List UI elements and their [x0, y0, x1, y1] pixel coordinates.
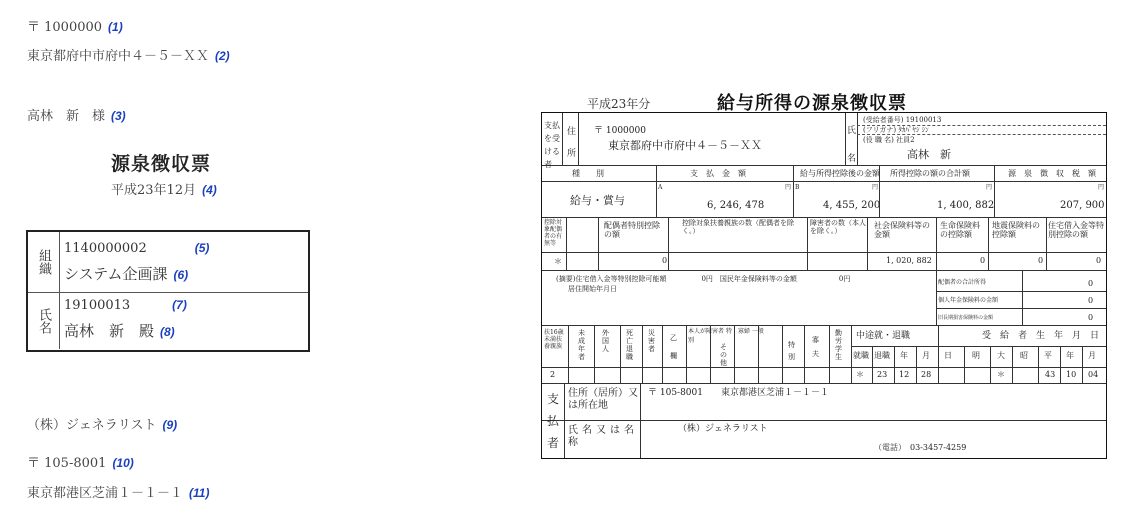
emp-name-line — [64, 320, 175, 341]
name-row — [28, 292, 308, 349]
birth-col-2: 大 — [997, 351, 1005, 360]
hdr-minor: 未成年者 — [578, 329, 585, 361]
name-label: 氏名 — [28, 293, 60, 349]
employee-info-box — [26, 230, 310, 352]
org-label: 組織 — [28, 232, 60, 292]
recipient-line — [27, 105, 126, 124]
hdr-death-retire: 死亡退職 — [626, 329, 633, 361]
retire-month: 12 — [899, 370, 910, 379]
marker-1: (1) — [108, 20, 123, 34]
retire-day: 28 — [921, 370, 932, 379]
payee-label: 支払を受ける者 — [544, 121, 560, 169]
birth-col-6: 月 — [1088, 351, 1096, 360]
org-code-line — [64, 241, 209, 256]
hdr-dependents: 控除対象扶養親族の数（配偶者を除く。） — [682, 219, 794, 235]
org-row — [28, 232, 308, 292]
withholding-slip — [541, 112, 1107, 459]
hdr-after-deduction: 給与所得控除後の金額 — [800, 169, 880, 178]
summary-line1: (摘要)住宅借入金等特別控除可能額 0円 国民年金保険料等の金額 0円 — [556, 275, 851, 283]
social-ins-value: 1, 020, 882 — [886, 256, 932, 265]
marker-7: (7) — [172, 298, 187, 312]
company-address-line — [27, 482, 209, 501]
marker-5: (5) — [194, 241, 210, 255]
emp-no-line — [64, 298, 187, 313]
company-postal: 〒 105-8001 — [27, 456, 107, 471]
u16-value: 2 — [550, 370, 556, 379]
org-name: システム企画課 — [64, 265, 168, 283]
payer-label: 支払者 — [547, 392, 560, 450]
marker-2: (2) — [215, 49, 230, 63]
hdr-spouse-flag: 控除対象配偶者の有無等 — [544, 219, 563, 247]
hdr-special: 特別 — [788, 341, 795, 361]
housing-value: 0 — [1096, 256, 1102, 265]
hdr-spouse-special: 配偶者特別控除の額 — [604, 221, 660, 239]
midterm-col-1: 就職 — [853, 351, 869, 360]
marker-11: (11) — [189, 486, 210, 500]
payer-addr-label: 住所（居所）又は所在地 — [568, 388, 638, 411]
addr-label: 住所 — [567, 127, 577, 159]
hdr-widow: 寡婦 一般 — [738, 328, 764, 335]
postal-line — [27, 16, 123, 35]
spouse-mark: ＊ — [554, 257, 562, 266]
payer-name-label: 氏名又は名称 — [568, 425, 638, 448]
side-value-3: 0 — [1088, 313, 1094, 322]
summary-line2: 居住開始年月日 — [568, 285, 617, 293]
payer-name: （株）ジェネラリスト — [678, 424, 768, 434]
side-value-2: 0 — [1088, 296, 1094, 305]
hdr-other: その他 — [720, 343, 727, 367]
unit-withheld: 円 — [1098, 184, 1105, 191]
recipient: 高林 新 様 — [27, 109, 106, 124]
marker-3: (3) — [111, 109, 126, 123]
retire-mark: ＊ — [856, 370, 864, 379]
slip-year: 平成23年分 — [587, 97, 651, 111]
hdr-foreign: 外国人 — [602, 329, 609, 353]
hdr-life-ins: 生命保険料の控除額 — [940, 221, 980, 239]
cell-a-marker: A — [658, 184, 663, 191]
unit-pay: 円 — [785, 184, 792, 191]
slip-address: 東京都府中市府中４－５－ＸＸ — [608, 139, 762, 152]
doc-title: 源泉徴収票 — [111, 153, 212, 175]
postal-code: 〒 1000000 — [27, 20, 103, 35]
doc-date-line — [111, 179, 217, 198]
after-deduction: 4, 455, 200 — [823, 200, 881, 211]
org-code: 1140000002 — [64, 241, 147, 256]
hdr-type: 種 別 — [572, 169, 604, 178]
birth-col-1: 明 — [972, 351, 980, 360]
phone-line: （電話） 03-3457-4259 — [874, 443, 967, 452]
unit-total: 円 — [986, 184, 993, 191]
birth-year: 43 — [1045, 370, 1056, 379]
birth-day: 04 — [1088, 370, 1099, 379]
marker-4: (4) — [202, 183, 217, 197]
withheld-tax: 207, 900 — [1060, 200, 1105, 211]
role-line: (役 職 名) 社員2 — [863, 136, 915, 144]
pay-amount: 6, 246, 478 — [707, 200, 765, 211]
showa-mark: ＊ — [997, 370, 1005, 379]
receiver-no-line: (受給者番号) 19100013 — [863, 116, 942, 124]
address-line — [27, 45, 230, 64]
spouse-special-value: 0 — [662, 256, 668, 265]
midterm-col-4: 月 — [922, 351, 930, 360]
hdr-otsu: 乙欄 — [670, 334, 677, 360]
hdr-housing: 住宅借入金等特別控除の額 — [1048, 221, 1104, 239]
hdr-social-ins: 社会保険料等の金額 — [874, 221, 930, 239]
hdr-self-disabled: 本人が障害者 特別 — [688, 328, 732, 344]
company-address: 東京都港区芝浦１－１－１ — [27, 486, 184, 501]
total-deduction: 1, 400, 882 — [937, 200, 995, 211]
furigana-line: (フリガナ) ﾀｶﾊﾞﾔｼ ｼﾝ — [863, 126, 929, 134]
retire-year: 23 — [877, 370, 888, 379]
payer-postal-address: 〒 105-8001 東京都港区芝浦１－１－１ — [648, 388, 830, 398]
side-label-2: 個人年金保険料の金額 — [938, 297, 999, 304]
side-label-3: 旧長期損害保険料の金額 — [938, 315, 994, 321]
cell-b-marker: B — [795, 184, 800, 191]
emp-name: 高林 新 殿 — [64, 322, 155, 340]
hdr-disaster: 災害者 — [648, 329, 655, 353]
hdr-disabled: 障害者の数（本人を除く。） — [810, 219, 866, 235]
marker-8: (8) — [160, 325, 175, 339]
birth-col-4: 平 — [1044, 351, 1052, 360]
side-label-1: 配偶者の合計所得 — [938, 279, 987, 286]
marker-9: (9) — [162, 418, 178, 432]
slip-name: 高林 新 — [907, 148, 951, 161]
company-name: （株）ジェネラリスト — [27, 418, 157, 433]
pay-type: 給与・賞与 — [570, 194, 625, 207]
midterm-col-5: 日 — [944, 351, 952, 360]
slip-name-label: 氏名 — [847, 126, 857, 164]
slip-title: 給与所得の源泉徴収票 — [717, 93, 907, 114]
address: 東京都府中市府中４－５－ＸＸ — [27, 49, 210, 64]
birth-col-3: 昭 — [1020, 351, 1028, 360]
side-value-1: 0 — [1088, 279, 1094, 288]
unit-after: 円 — [872, 184, 879, 191]
marker-6: (6) — [173, 268, 189, 282]
hdr-total-deduction: 所得控除の額の合計額 — [890, 169, 970, 178]
company-postal-line — [27, 452, 134, 471]
hdr-pay: 支 払 金 額 — [690, 169, 746, 178]
midterm-label: 中途就・退職 — [856, 331, 911, 341]
doc-date: 平成23年12月 — [111, 183, 197, 198]
hdr-quake-ins: 地震保険料の控除額 — [992, 221, 1040, 239]
org-name-line — [64, 263, 188, 284]
hdr-withheld: 源 泉 徴 収 税 額 — [1008, 169, 1096, 178]
emp-no: 19100013 — [64, 298, 131, 313]
hdr-widower: 寡夫 — [812, 336, 819, 358]
midterm-col-3: 年 — [900, 351, 908, 360]
hdr-student: 勤労学生 — [835, 329, 842, 361]
midterm-col-2: 退職 — [874, 351, 890, 360]
company-line — [27, 414, 177, 433]
birth-month: 10 — [1066, 370, 1077, 379]
birth-col-5: 年 — [1066, 351, 1074, 360]
marker-10: (10) — [112, 456, 134, 470]
hdr-u16: 扶16歳未満扶養親族 — [544, 329, 564, 350]
slip-postal: 〒 1000000 — [594, 126, 646, 136]
quake-ins-value: 0 — [1038, 256, 1044, 265]
life-ins-value: 0 — [980, 256, 986, 265]
birth-label: 受 給 者 生 年 月 日 — [982, 331, 1100, 341]
